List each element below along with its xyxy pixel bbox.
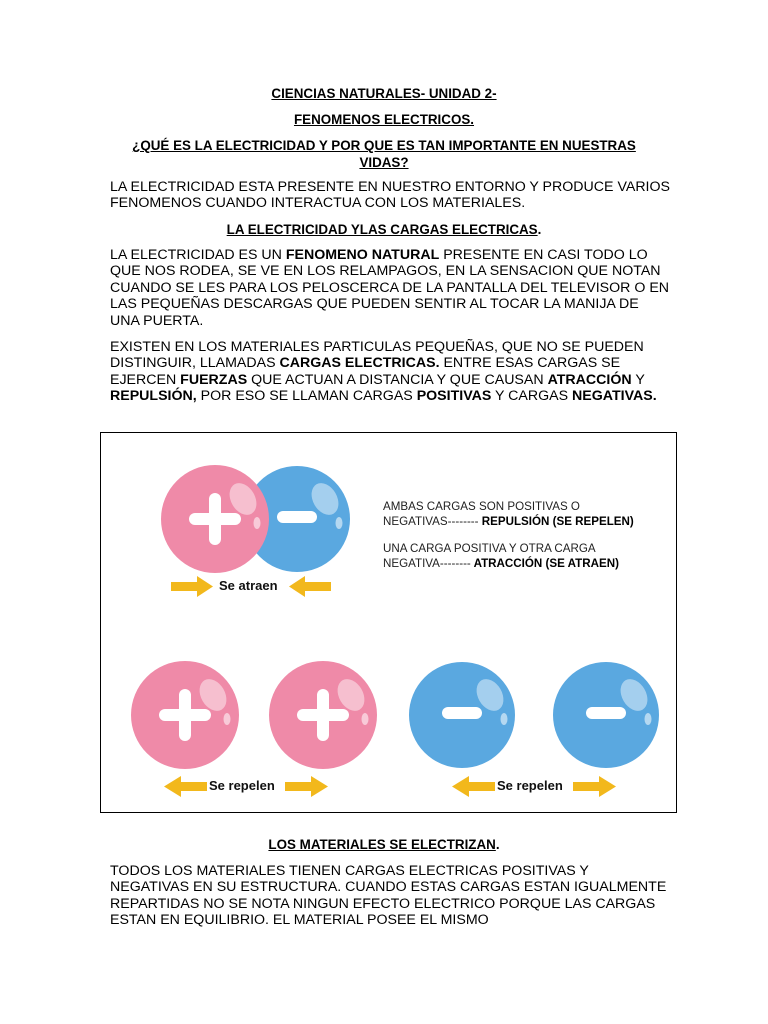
- p2-bold-fuerzas: FUERZAS: [180, 371, 248, 388]
- label-repel-positive: Se repelen: [209, 778, 275, 793]
- paragraph-2: [110, 339, 670, 405]
- section-1-period: .: [537, 222, 542, 237]
- label-repel-negative: Se repelen: [497, 778, 563, 793]
- negative-charge-bottom-1: [409, 662, 515, 768]
- positive-charge-bottom-1: [131, 661, 239, 769]
- negative-charge-bottom-2: [553, 662, 659, 768]
- arrow-right-icon: [573, 776, 616, 797]
- p2-text-c: ENTRE ESAS CARGAS SE EJERCEN: [110, 355, 621, 388]
- section-2-heading: [110, 837, 658, 853]
- doc-question: ¿QUÉ ES LA ELECTRICIDAD Y POR QUE ES TAN IMPORTANTE EN NUESTRAS VIDAS?: [132, 138, 636, 170]
- p1-text-a: LA ELECTRICIDAD ES UN: [110, 247, 286, 263]
- note-attraction: [383, 541, 619, 571]
- p2-bold-repulsion: REPULSIÓN,: [110, 388, 197, 405]
- section-2-title: LOS MATERIALES SE ELECTRIZAN: [268, 837, 496, 852]
- p2-text-k: Y CARGAS: [491, 388, 573, 405]
- arrow-left-icon: [164, 776, 207, 797]
- p2-text-g: Y: [631, 371, 645, 388]
- section-2-period: .: [495, 837, 500, 852]
- section-1-heading: [110, 222, 658, 238]
- minus-icon: [586, 707, 626, 719]
- p1-text-c: PRESENTE EN CASI TODO LO QUE NOS RODEA, SE VE EN LOS RELAMPAGOS, EN LA SENSACION QUE NOTAN CUANDO SE LES PARA LOS PELOSCERCA DE LA PANTALLA DEL TELEVISOR O EN LAS PEQUEÑAS DESCARGAS QUE PUEDEN SENTIR AL TOCAR LA MANIJA DE UNA PUERTA.: [110, 247, 670, 329]
- minus-icon: [277, 511, 317, 523]
- p1-bold-natural: FENOMENO NATURAL: [285, 247, 440, 263]
- doc-title: CIENCIAS NATURALES- UNIDAD 2-: [271, 86, 497, 101]
- p2-text-e: QUE ACTUAN A DISTANCIA Y QUE CAUSAN: [247, 371, 548, 388]
- note-repulsion-line-2: NEGATIVAS--------: [383, 515, 479, 528]
- p2-bold-negativas: NEGATIVAS.: [572, 388, 657, 405]
- charges-illustration: [101, 433, 678, 814]
- p2-bold-cargas: CARGAS ELECTRICAS.: [279, 355, 440, 372]
- note-attraction-line-2: NEGATIVA--------: [383, 557, 471, 570]
- arrow-left-icon: [452, 776, 495, 797]
- doc-subtitle: FENOMENOS ELECTRICOS.: [293, 112, 475, 127]
- note-repulsion: [383, 499, 634, 529]
- paragraph-3: TODOS LOS MATERIALES TIENEN CARGAS ELECTRICAS POSITIVAS Y NEGATIVAS EN SU ESTRUCTURA. CUANDO ESTAS CARGAS ESTAN IGUALMENTE REPARTIDAS NO SE NOTA NINGUN EFECTO ELECTRICO PORQUE LAS CARGAS ESTAN EN EQUILIBRIO. EL MATERIAL POSEE EL MISMO: [110, 863, 667, 929]
- positive-charge-top: [161, 465, 269, 573]
- p2-text-a: EXISTEN EN LOS MATERIALES PARTICULAS PEQUEÑAS, QUE NO SE PUEDEN DISTINGUIR, LLAMADAS: [110, 339, 644, 372]
- note-repulsion-bold: REPULSIÓN (SE REPELEN): [478, 515, 634, 528]
- minus-icon: [442, 707, 482, 719]
- p2-text-i: POR ESO SE LLAMAN CARGAS: [196, 388, 417, 405]
- positive-charge-bottom-2: [269, 661, 377, 769]
- section-1-title: LA ELECTRICIDAD YLAS CARGAS ELECTRICAS: [226, 222, 538, 237]
- paragraph-1: [110, 247, 670, 329]
- note-repulsion-line-1: AMBAS CARGAS SON POSITIVAS O: [383, 500, 580, 513]
- arrow-right-icon: [285, 776, 328, 797]
- arrow-left-icon: [289, 576, 331, 597]
- intro-paragraph: LA ELECTRICIDAD ESTA PRESENTE EN NUESTRO ENTORNO Y PRODUCE VARIOS FENOMENOS CUANDO INTERACTUA CON LOS MATERIALES.: [110, 179, 671, 212]
- p2-bold-positivas: POSITIVAS: [416, 388, 492, 405]
- charges-figure: [100, 432, 677, 813]
- p2-bold-atraccion: ATRACCIÓN: [547, 371, 632, 388]
- note-attraction-bold: ATRACCIÓN (SE ATRAEN): [470, 557, 619, 570]
- arrow-right-icon: [171, 576, 213, 597]
- note-attraction-line-1: UNA CARGA POSITIVA Y OTRA CARGA: [383, 542, 596, 555]
- label-attract: Se atraen: [219, 578, 278, 593]
